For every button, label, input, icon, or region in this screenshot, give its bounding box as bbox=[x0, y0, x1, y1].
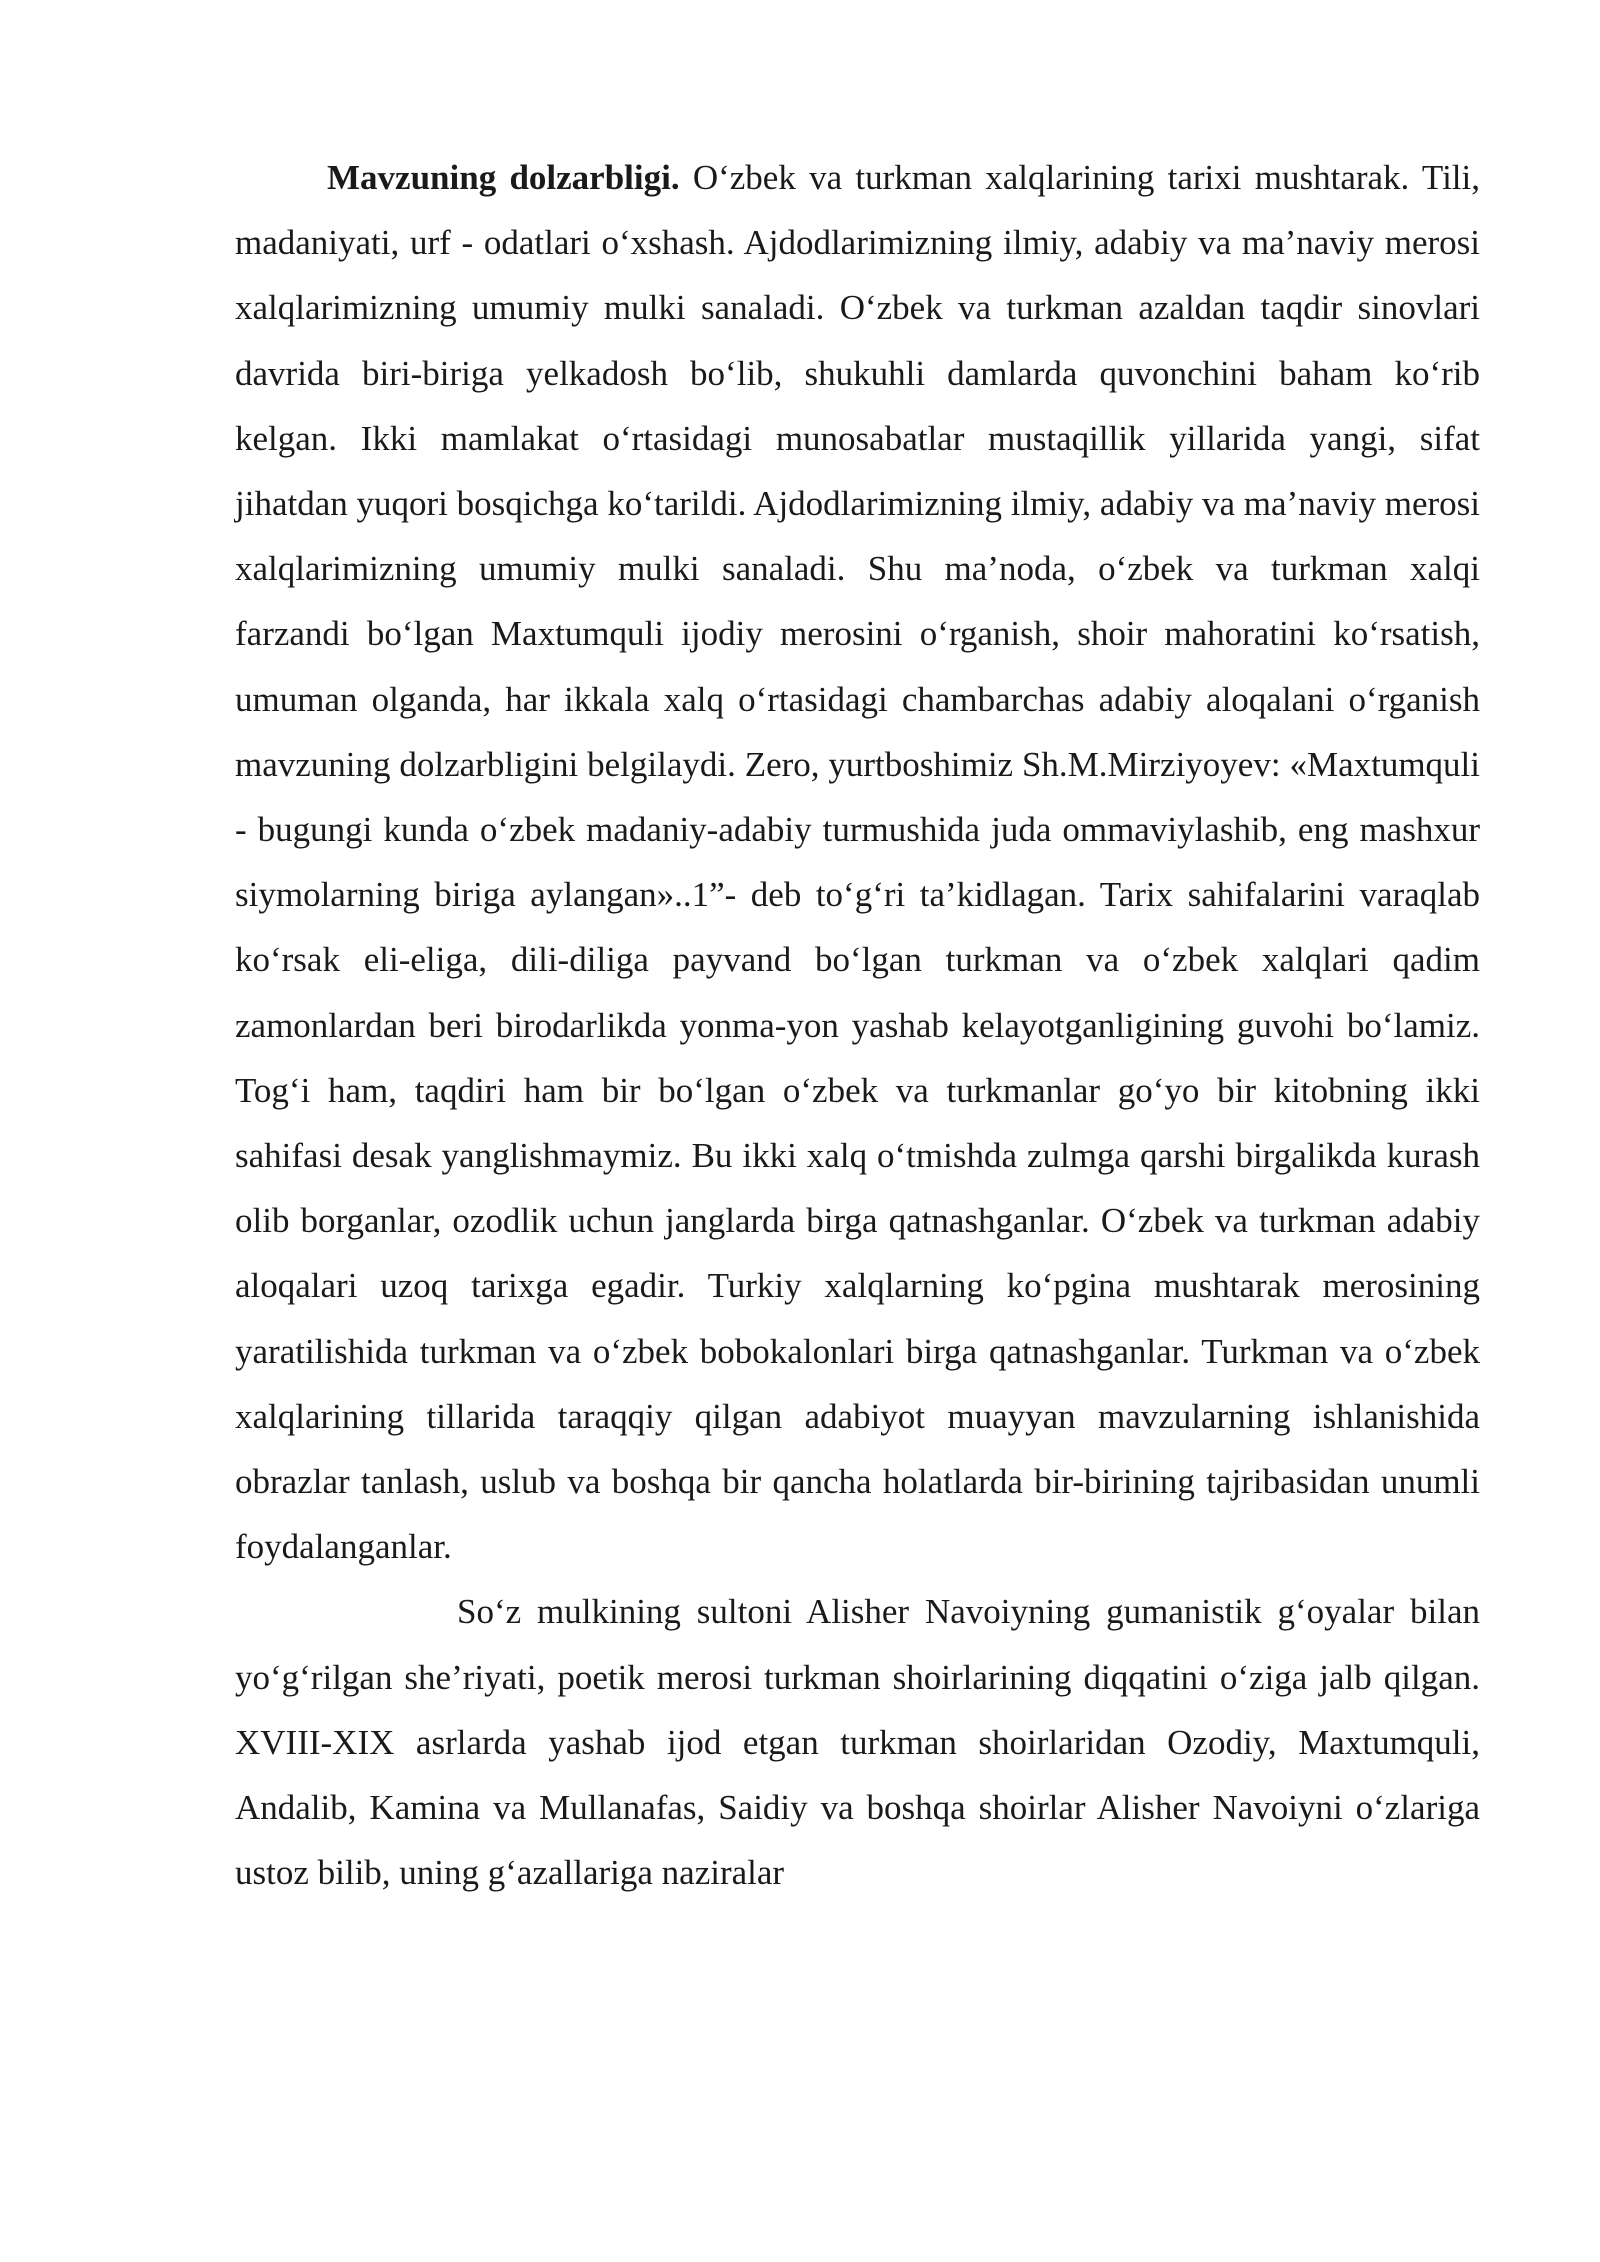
section-heading: Mavzuning dolzarbligi. bbox=[327, 158, 680, 197]
paragraph-text: O‘zbek va turkman xalqlarining tarixi mushtarak. Tili, madaniyati, urf - odatlari o‘xshash. Ajdodlarimizning ilmiy, adabiy va ma’naviy merosi xalqlarimizning umumiy mulki sanaladi. O‘zbek va turkman azaldan taqdir sinovlari davrida biri-biriga yelkadosh bo‘lib, shukuhli damlarda quvonchini baham ko‘rib kelgan. Ikki mamlakat o‘rtasidagi munosabatlar mustaqillik yillarida yangi, sifat jihatdan yuqori bosqichga ko‘tarildi. Ajdodlarimizning ilmiy, adabiy va ma’naviy merosi xalqlarimizning umumiy mulki sanaladi. Shu ma’noda, o‘zbek va turkman xalqi farzandi bo‘lgan Maxtumquli ijodiy merosini o‘rganish, shoir mahoratini ko‘rsatish, umuman olganda, har ikkala xalq o‘rtasidagi chambarchas adabiy aloqalani o‘rganish mavzuning dolzarbligini belgilaydi. Zero, yurtboshimiz Sh.M.Mirziyoyev: «Maxtumquli - bugungi kunda o‘zbek madaniy-adabiy turmushida juda ommaviylashib, eng mashxur siymolarning biriga aylangan»..1”- deb to‘g‘ri ta’kidlagan. Tarix sahifalarini varaqlab ko‘rsak eli-eliga, dili-diliga payvand bo‘lgan turkman va o‘zbek xalqlari qadim zamonlardan beri birodarlikda yonma-yon yashab kelayotganligining guvohi bo‘lamiz. Tog‘i ham, taqdiri ham bir bo‘lgan o‘zbek va turkmanlar go‘yo bir kitobning ikki sahifasi desak yanglishmaymiz. Bu ikki xalq o‘tmishda zulmga qarshi birgalikda kurash olib borganlar, ozodlik uchun janglarda birga qatnashganlar. O‘zbek va turkman adabiy aloqalari uzoq tarixga egadir. Turkiy xalqlarning ko‘pgina mushtarak merosining yaratilishida turkman va o‘zbek bobokalonlari birga qatnashganlar. Turkman va o‘zbek xalqlarining tillarida taraqqiy qilgan adabiyot muayyan mavzularning ishlanishida obrazlar tanlash, uslub va boshqa bir qancha holatlarda bir-birining tajribasidan unumli foydalanganlar. bbox=[235, 158, 1480, 1567]
paragraph-navoi bbox=[235, 1579, 1480, 1905]
paragraph-relevance bbox=[235, 145, 1480, 1579]
paragraph-text: So‘z mulkining sultoni Alisher Navoiyning gumanistik g‘oyalar bilan yo‘g‘rilgan she’riyati, poetik merosi turkman shoirlarining diqqatini o‘ziga jalb qilgan. XVIII-XIX asrlarda yashab ijod etgan turkman shoirlaridan Ozodiy, Maxtumquli, Andalib, Kamina va Mullanafas, Saidiy va boshqa shoirlar Alisher Navoiyni o‘zlariga ustoz bilib, uning g‘azallariga naziralar bbox=[235, 1592, 1480, 1893]
body-text bbox=[235, 145, 1480, 1905]
